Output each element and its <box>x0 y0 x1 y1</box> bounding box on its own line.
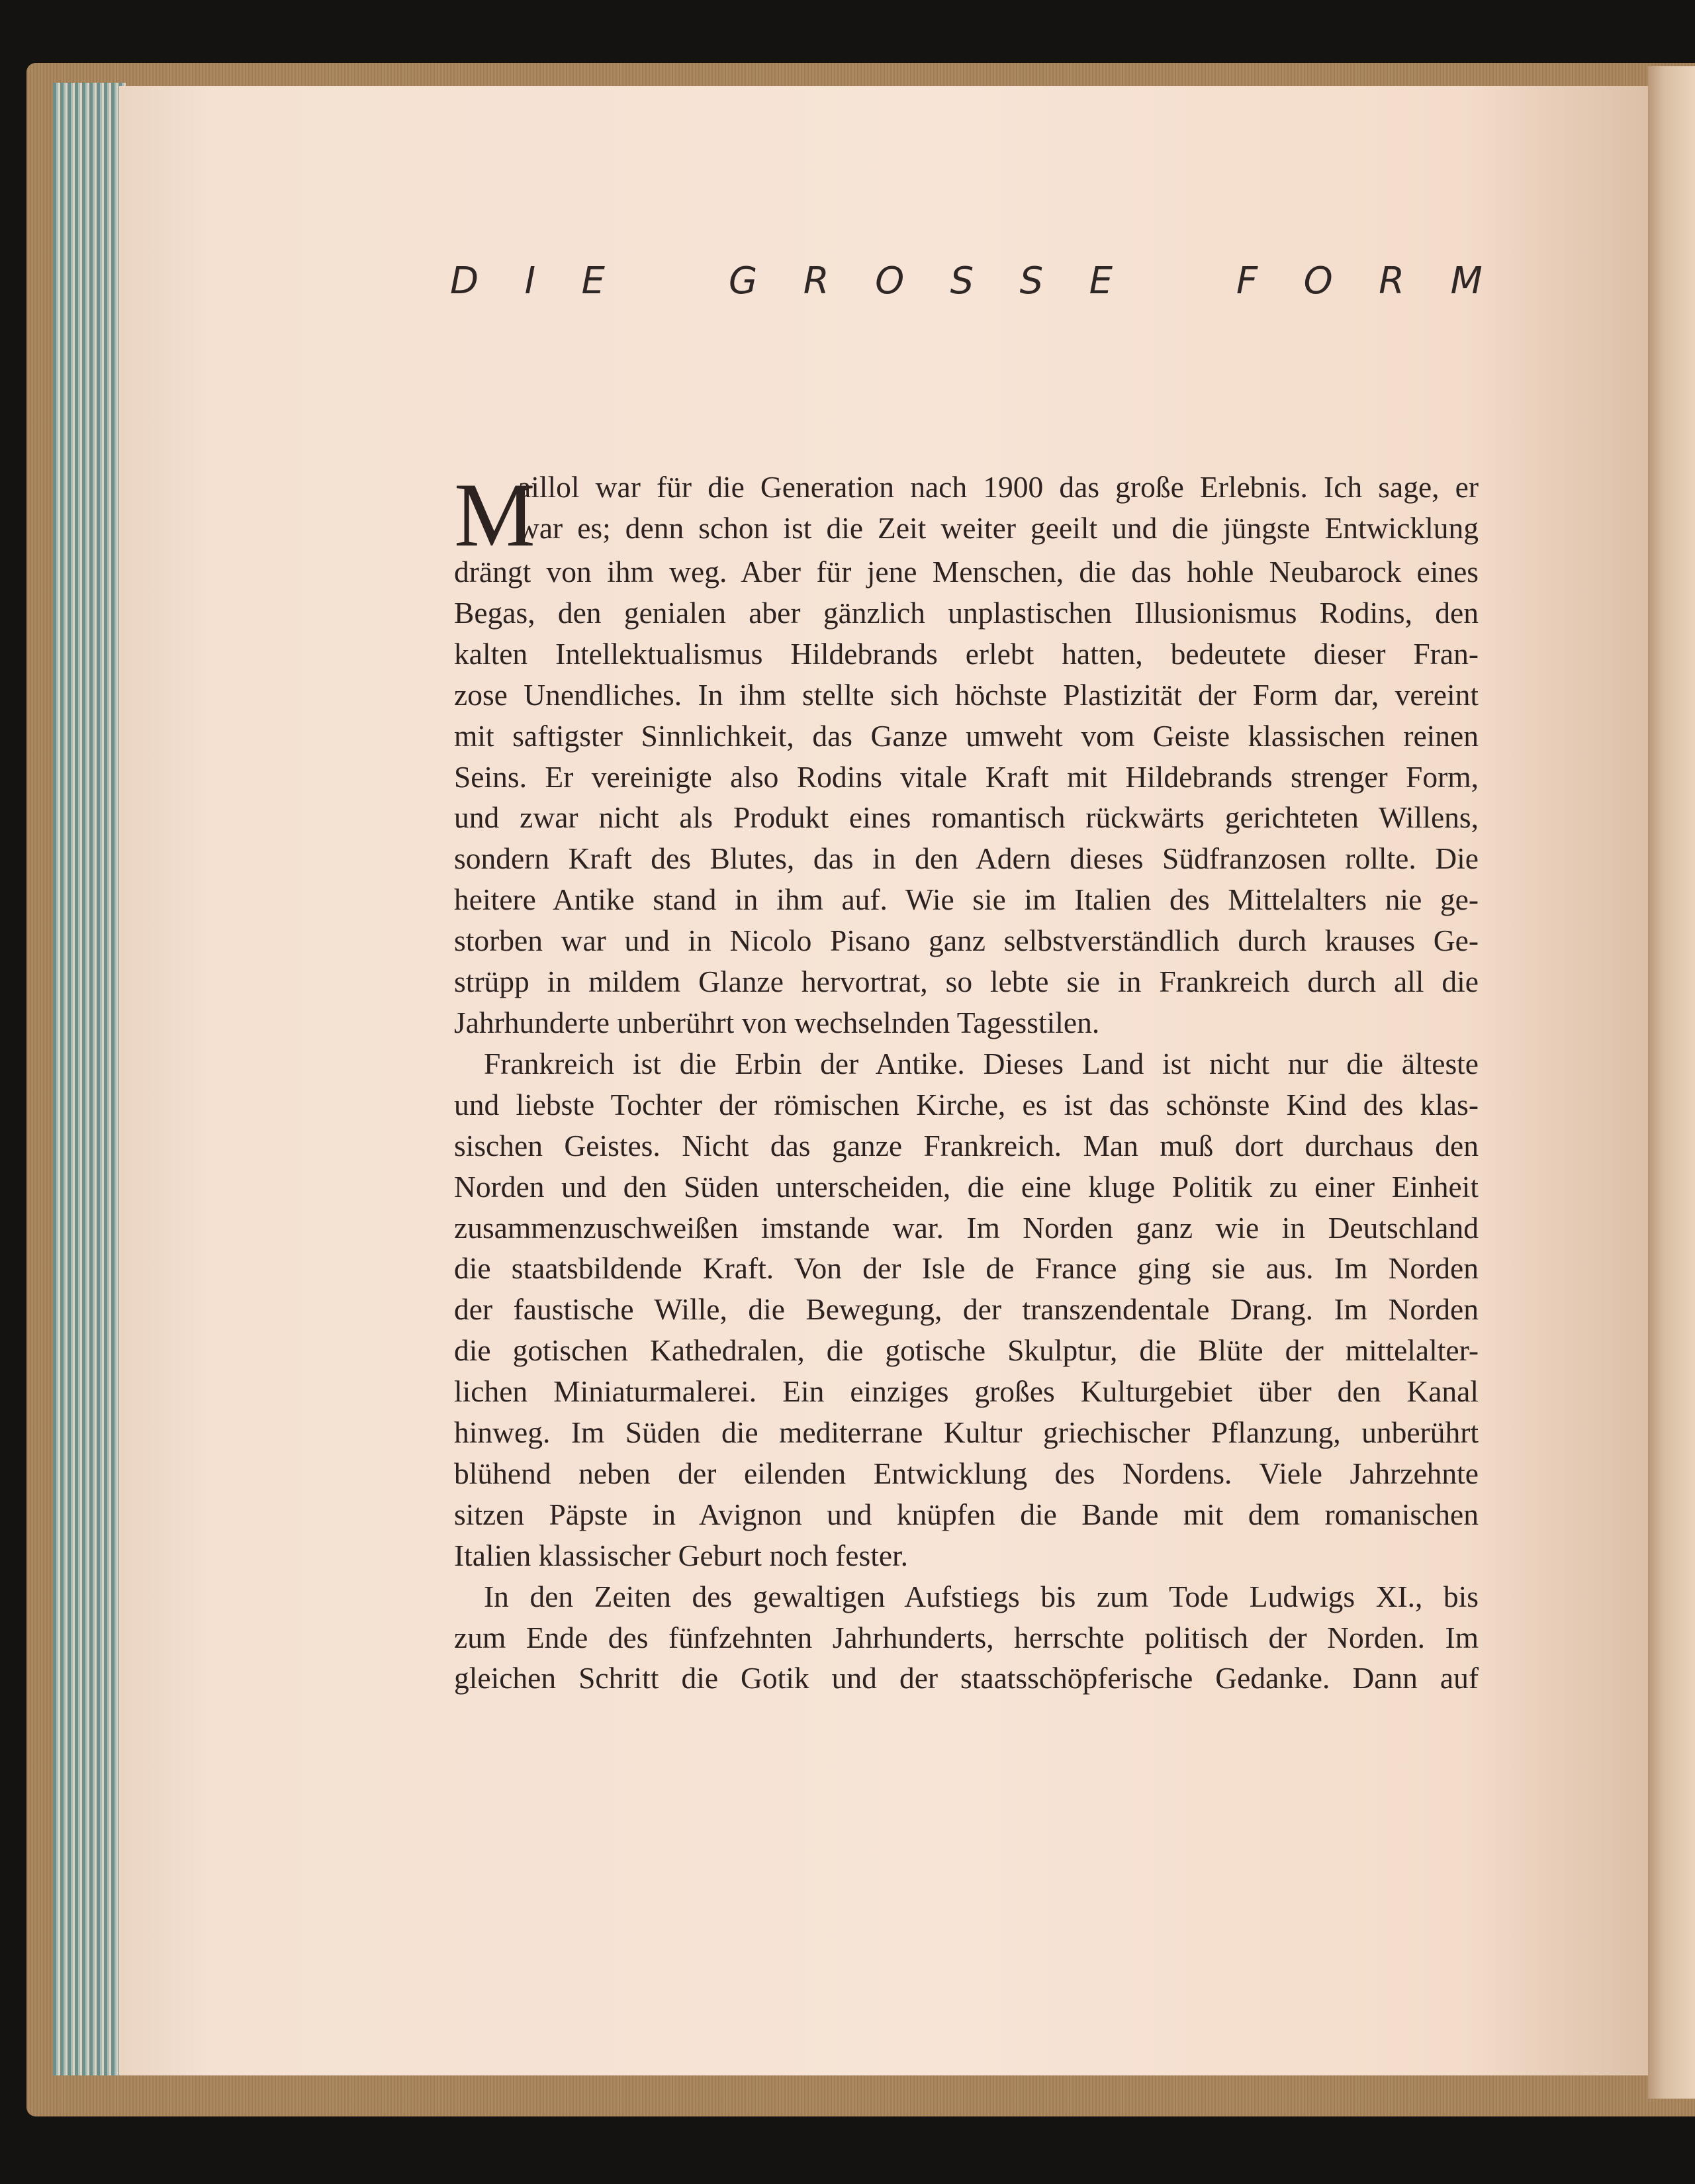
heading-letter: I <box>524 260 536 303</box>
heading-word-gap <box>1158 260 1190 303</box>
text-line: mit saftigster Sinnlichkeit, das Ganze umweht vom Geiste klassischen reinen <box>454 718 1479 753</box>
text-line: blühend neben der eilenden Entwicklung des Nordens. Viele Jahrzehnte <box>454 1456 1479 1490</box>
drop-cap: M <box>454 464 535 565</box>
text-line: der faustische Wille, die Bewegung, der transzendentale Drang. Im Norden <box>454 1292 1479 1327</box>
text-line: Norden und den Süden unterscheiden, die eine kluge Politik zu einer Einheit <box>454 1169 1479 1204</box>
text-line: die gotischen Kathedralen, die gotische Skulptur, die Blüte der mittelalter- <box>454 1333 1479 1368</box>
text-line: gleichen Schritt die Gotik und der staatsschöpferische Gedanke. Dann auf <box>454 1661 1479 1695</box>
heading-letter: O <box>875 260 905 303</box>
text-line: zum Ende des fünfzehnten Jahrhunderts, herrschte politisch der Norden. Im <box>454 1620 1479 1654</box>
text-line: hinweg. Im Süden die mediterrane Kultur griechischer Pflanzung, unberührt <box>454 1415 1479 1450</box>
text-line: und liebste Tochter der römischen Kirche, es ist das schönste Kind des klas- <box>454 1087 1479 1121</box>
text-line: strüpp in mildem Glanze hervortrat, so lebte sie in Frankreich durch all die <box>454 965 1479 999</box>
heading-letter: F <box>1236 260 1258 303</box>
facing-page-edge <box>1648 66 1695 2099</box>
heading-word-gap <box>651 260 682 303</box>
text-line: die staatsbildende Kraft. Von der Isle de France ging sie aus. Im Norden <box>454 1251 1479 1286</box>
text-line: sischen Geistes. Nicht das ganze Frankreich. Man muß dort durchaus den <box>454 1128 1479 1163</box>
heading-letter: D <box>450 260 479 303</box>
text-line: war es; denn schon ist die Zeit weiter geeilt und die jüngste Entwicklung <box>518 510 1479 545</box>
heading-letter: M <box>1450 260 1483 303</box>
body-text <box>454 464 1479 1699</box>
heading-letter: O <box>1303 260 1333 303</box>
page-edges <box>53 83 126 2075</box>
heading-letter: E <box>1089 260 1113 303</box>
heading-letter: G <box>728 260 758 303</box>
drop-cap-lines <box>518 467 1479 551</box>
text-line: und zwar nicht als Produkt eines romantisch rückwärts gerichteten Willens, <box>454 800 1479 835</box>
text-line: zusammenzuschweißen imstande war. Im Norden ganz wie in Deutschland <box>454 1210 1479 1245</box>
text-line: heitere Antike stand in ihm auf. Wie sie im Italien des Mittelalters nie ge- <box>454 882 1479 917</box>
heading-letter: E <box>581 260 605 303</box>
text-line: drängt von ihm weg. Aber für jene Menschen, die das hohle Neubarock eines <box>454 555 1479 589</box>
text-line: Frankreich ist die Erbin der Antike. Dieses Land ist nicht nur die älteste <box>484 1046 1479 1080</box>
text-line: Seins. Er vereinigte also Rodins vitale Kraft mit Hildebrands strenger Form, <box>454 759 1479 794</box>
text-line: In den Zeiten des gewaltigen Aufstiegs bis zum Tode Ludwigs XI., bis <box>484 1579 1479 1613</box>
text-line: storben war und in Nicolo Pisano ganz selbstverständlich durch krauses Ge- <box>454 924 1479 958</box>
paragraph-1-opening <box>454 464 1479 565</box>
heading-letter: R <box>803 260 829 303</box>
heading-letter: S <box>1019 260 1044 303</box>
text-line: Italien klassischer Geburt noch fester. <box>454 1538 909 1572</box>
text-line: aillol war für die Generation nach 1900 das große Erlebnis. Ich sage, er <box>518 470 1479 504</box>
text-line: kalten Intellektualismus Hildebrands erlebt hatten, bedeutete dieser Fran- <box>454 636 1479 671</box>
text-line: lichen Miniaturmalerei. Ein einziges großes Kulturgebiet über den Kanal <box>454 1374 1479 1409</box>
text-line: sondern Kraft des Blutes, das in den Adern dieses Südfranzosen rollte. Die <box>454 841 1479 876</box>
heading-letter: R <box>1379 260 1405 303</box>
text-line: zose Unendliches. In ihm stellte sich höchste Plastizität der Form dar, vereint <box>454 677 1479 712</box>
text-line: Begas, den genialen aber gänzlich unplastischen Illusionismus Rodins, den <box>454 595 1479 630</box>
heading-letter: S <box>950 260 974 303</box>
text-line: Jahrhunderte unberührt von wechselnden Tagesstilen. <box>454 1005 1100 1039</box>
text-line: sitzen Päpste in Avignon und knüpfen die Bande mit dem romanischen <box>454 1497 1479 1531</box>
chapter-heading <box>450 260 1483 303</box>
